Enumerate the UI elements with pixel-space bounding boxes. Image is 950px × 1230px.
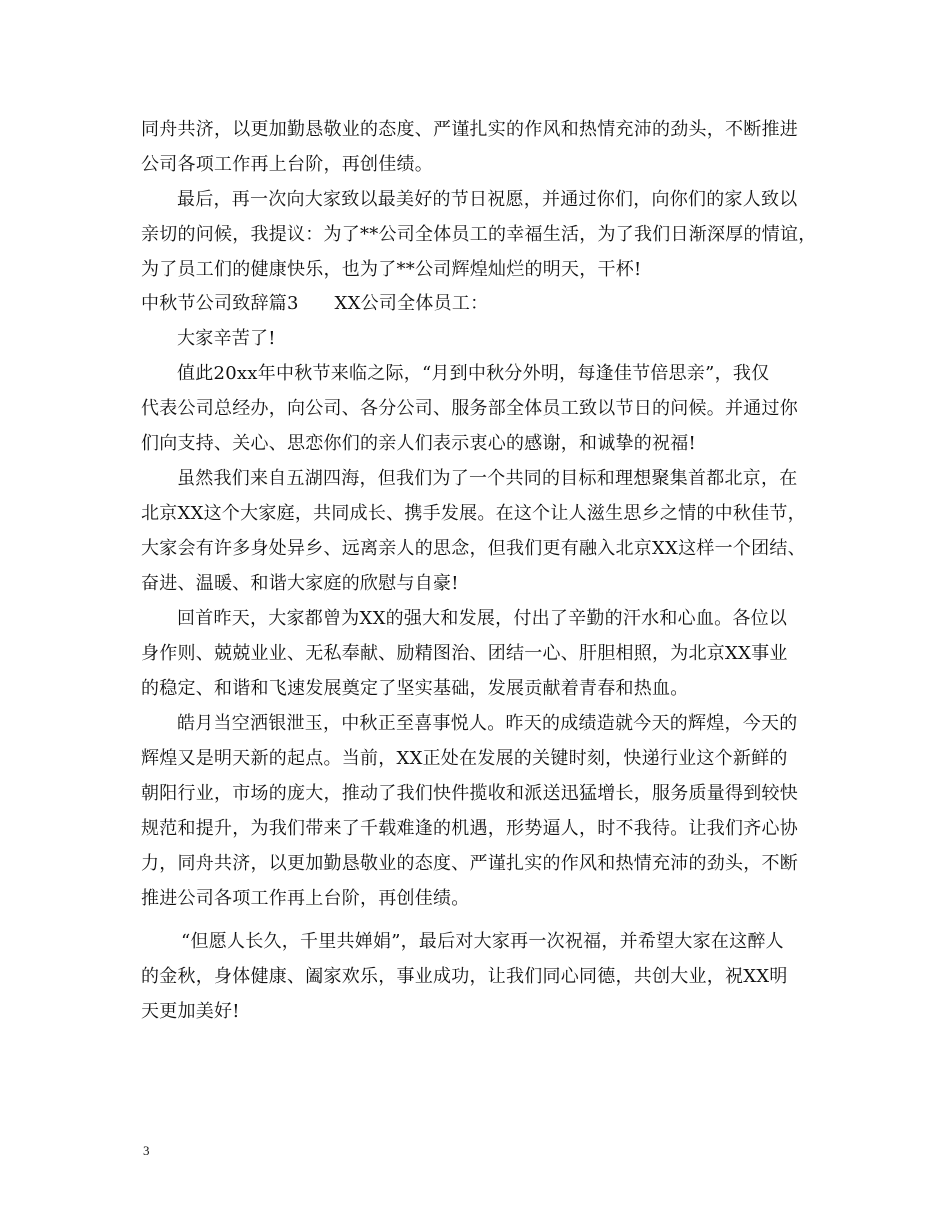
text-line: 皓月当空洒银泄玉，中秋正至喜事悦人。昨天的成绩造就今天的辉煌，今天的	[177, 713, 798, 734]
text-line: 同舟共济，以更加勤恳敬业的态度、严谨扎实的作风和热情充沛的劲头，不断推进	[141, 119, 798, 140]
section-heading: 中秋节公司致辞篇3 XX公司全体员工：	[141, 293, 489, 314]
text-line: 大家辛苦了!	[177, 328, 276, 349]
text-line: 回首昨天，大家都曾为XX的强大和发展，付出了辛勤的汗水和心血。各位以	[177, 608, 788, 629]
text-line: 们向支持、关心、思恋你们的亲人们表示衷心的感谢，和诚挚的祝福!	[141, 433, 696, 454]
text-line: 规范和提升，为我们带来了千载难逢的机遇，形势逼人，时不我待。让我们齐心协	[141, 818, 798, 839]
page-number: 3	[143, 1143, 150, 1158]
text-line: 为了员工们的健康快乐，也为了**公司辉煌灿烂的明天，干杯!	[141, 259, 642, 280]
text-line: 大家会有许多身处异乡、远离亲人的思念，但我们更有融入北京XX这样一个团结、	[141, 538, 806, 559]
text-line: 的稳定、和谐和飞速发展奠定了坚实基础，发展贡献着青春和热血。	[141, 678, 689, 699]
text-line: 天更加美好!	[141, 1001, 240, 1022]
text-line: “但愿人长久，千里共婵娟”，最后对大家再一次祝福，并希望大家在这醉人	[181, 931, 784, 952]
text-line: 公司各项工作再上台阶，再创佳绩。	[141, 154, 433, 175]
text-line: 辉煌又是明天新的起点。当前，XX正处在发展的关键时刻，快递行业这个新鲜的	[141, 748, 788, 769]
text-line: 北京XX这个大家庭，共同成长、携手发展。在这个让人滋生思乡之情的中秋佳节，	[141, 503, 806, 524]
text-line: 奋进、温暖、和谐大家庭的欣慰与自豪!	[141, 573, 459, 594]
text-line: 身作则、兢兢业业、无私奉献、励精图治、团结一心、肝胆相照，为北京XX事业	[141, 643, 788, 664]
text-line: 值此20xx年中秋节来临之际，“月到中秋分外明，每逢佳节倍思亲”，我仅	[177, 363, 770, 384]
text-line: 推进公司各项工作再上台阶，再创佳绩。	[141, 888, 470, 909]
text-line: 虽然我们来自五湖四海，但我们为了一个共同的目标和理想聚集首都北京，在	[177, 468, 798, 489]
text-line: 最后，再一次向大家致以最美好的节日祝愿，并通过你们，向你们的家人致以	[177, 189, 798, 210]
text-line: 朝阳行业，市场的庞大，推动了我们快件揽收和派送迅猛增长，服务质量得到较快	[141, 783, 798, 804]
text-line: 代表公司总经办，向公司、各分公司、服务部全体员工致以节日的问候。并通过你	[141, 398, 798, 419]
text-line: 亲切的问候，我提议：为了**公司全体员工的幸福生活，为了我们日渐深厚的情谊，	[141, 224, 817, 245]
text-line: 的金秋，身体健康、阖家欢乐，事业成功，让我们同心同德，共创大业，祝XX明	[141, 966, 788, 987]
text-line: 力，同舟共济，以更加勤恳敬业的态度、严谨扎实的作风和热情充沛的劲头，不断	[141, 853, 798, 874]
